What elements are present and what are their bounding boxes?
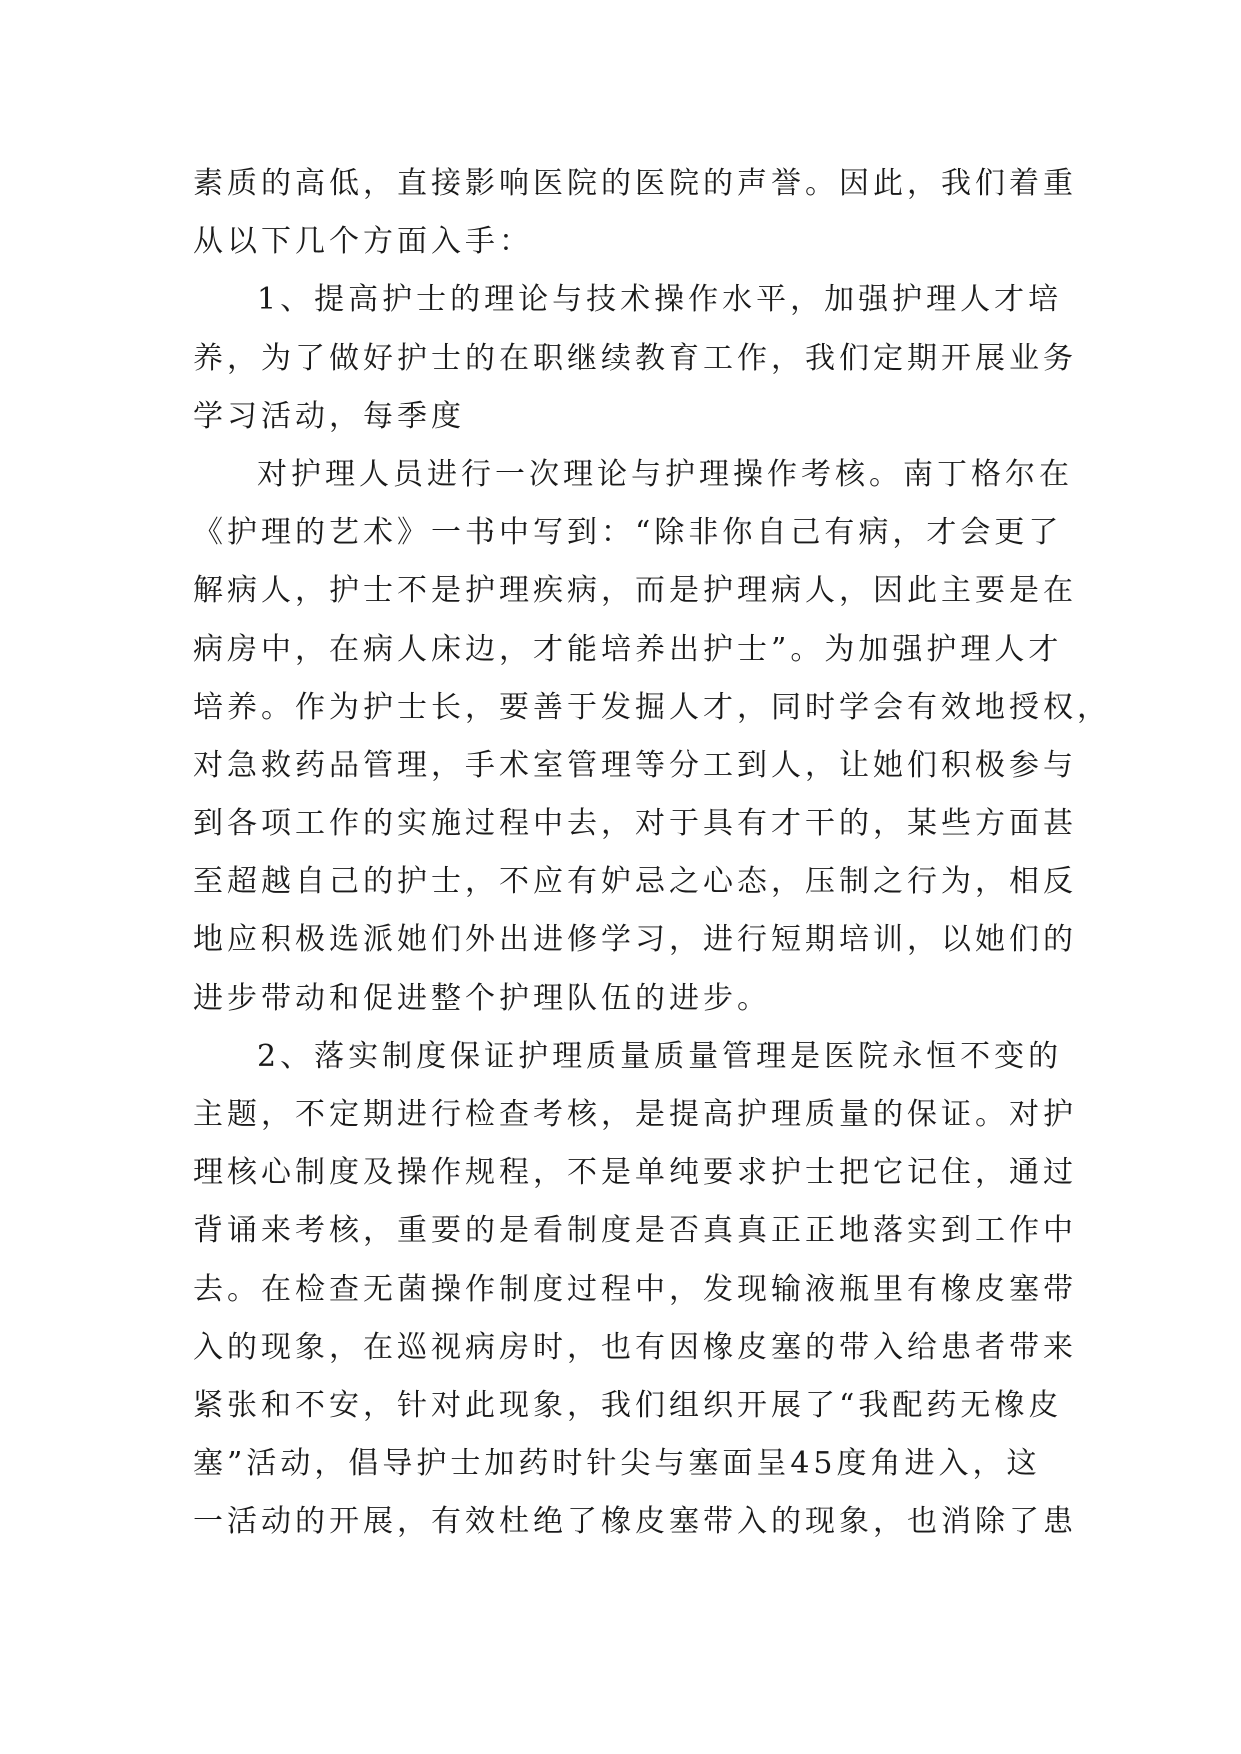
text-line: 对急救药品管理，手术室管理等分工到人，让她们积极参与 <box>193 747 1077 783</box>
text-line: 背诵来考核，重要的是看制度是否真真正正地落实到工作中 <box>193 1213 1077 1249</box>
text-line: 对护理人员进行一次理论与护理操作考核。南丁格尔在 <box>257 456 1073 492</box>
text-line: 一活动的开展，有效杜绝了橡皮塞带入的现象，也消除了患 <box>193 1504 1077 1540</box>
text-line: 进步带动和促进整个护理队伍的进步。 <box>193 980 771 1016</box>
text-line: 解病人，护士不是护理疾病，而是护理病人，因此主要是在 <box>193 573 1077 609</box>
text-line: 紧张和不安，针对此现象，我们组织开展了“我配药无橡皮 <box>193 1387 1063 1423</box>
text-line: 塞”活动，倡导护士加药时针尖与塞面呈45度角进入，这 <box>193 1446 1041 1482</box>
text-line: 病房中，在病人床边，才能培养出护士”。为加强护理人才 <box>193 631 1063 667</box>
text-line: 养，为了做好护士的在职继续教育工作，我们定期开展业务 <box>193 340 1077 376</box>
text-line: 《护理的艺术》一书中写到：“除非你自己有病，才会更了 <box>193 515 1063 551</box>
text-line: 至超越自己的护士，不应有妒忌之心态，压制之行为，相反 <box>193 864 1077 900</box>
text-line: 素质的高低，直接影响医院的医院的声誉。因此，我们着重 <box>193 166 1077 201</box>
text-line: 到各项工作的实施过程中去，对于具有才干的，某些方面甚 <box>193 806 1077 842</box>
text-line: 理核心制度及操作规程，不是单纯要求护士把它记住，通过 <box>193 1155 1077 1191</box>
text-line: 地应积极选派她们外出进修学习，进行短期培训，以她们的 <box>193 922 1077 958</box>
text-line: 主题，不定期进行检查考核，是提高护理质量的保证。对护 <box>193 1097 1077 1132</box>
document-body <box>193 155 1111 1552</box>
text-line: 去。在检查无菌操作制度过程中，发现输液瓶里有橡皮塞带 <box>193 1271 1077 1307</box>
text-line: 1、提高护士的理论与技术操作水平，加强护理人才培 <box>257 282 1063 318</box>
text-line: 从以下几个方面入手： <box>193 224 533 260</box>
text-line: 入的现象，在巡视病房时，也有因橡皮塞的带入给患者带来 <box>193 1329 1077 1365</box>
text-line: 培养。作为护士长，要善于发掘人才，同时学会有效地授权， <box>193 689 1111 725</box>
text-line: 学习活动，每季度 <box>193 398 465 434</box>
text-line: 2、落实制度保证护理质量质量管理是医院永恒不变的 <box>257 1038 1063 1074</box>
